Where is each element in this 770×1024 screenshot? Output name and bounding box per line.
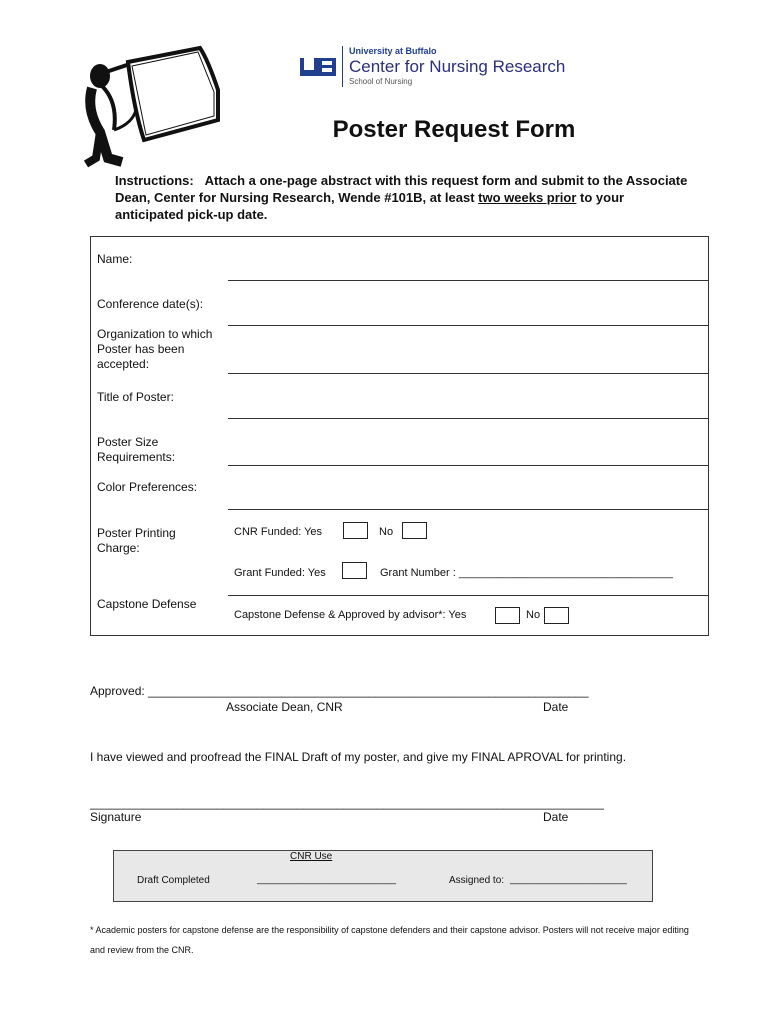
signature-date-label: Date: [543, 810, 569, 824]
capstone-yes-checkbox[interactable]: [495, 607, 520, 624]
presenter-clipart-icon: [78, 40, 228, 170]
printing-charge-label: Poster Printing Charge:: [97, 526, 176, 555]
capstone-approved-label: Capstone Defense & Approved by advisor*: Yes: [234, 609, 467, 621]
instructions-text-part1: Attach a one-page abstract with this request form and submit to the Associate Dean, Center for Nursing Research, Wende #101B, at least: [115, 173, 688, 205]
signature-line[interactable]: _____________________________________________________________________________: [90, 796, 604, 810]
grant-funded-label: Grant Funded: Yes: [234, 567, 326, 579]
cnr-use-heading: CNR Use: [290, 851, 333, 862]
approved-date-label: Date: [543, 700, 569, 714]
signature-label: Signature: [90, 810, 142, 824]
instructions-text-part2: to your anticipated pick-up date.: [115, 190, 625, 222]
charge-divider: [228, 595, 709, 596]
logo-university: University at Buffalo: [349, 46, 437, 56]
grant-funded-yes-checkbox[interactable]: [342, 562, 367, 579]
ub-monogram-icon: [300, 56, 336, 78]
capstone-no-label: No: [526, 609, 541, 621]
capstone-label: Capstone Defense: [97, 597, 197, 611]
poster-title-field[interactable]: [228, 418, 709, 419]
logo-text: [342, 46, 566, 87]
poster-size-field[interactable]: [228, 465, 709, 466]
capstone-no-checkbox[interactable]: [544, 607, 569, 624]
conference-label: Conference date(s):: [97, 297, 204, 311]
instructions-deadline: two weeks prior: [478, 190, 577, 205]
organization-field[interactable]: [228, 373, 709, 374]
name-label: Name:: [97, 252, 133, 266]
associate-dean-label: Associate Dean, CNR: [226, 700, 343, 714]
assigned-to-label: Assigned to:: [449, 875, 505, 886]
poster-title-label: Title of Poster:: [97, 390, 174, 404]
cnr-funded-label: CNR Funded: Yes: [234, 526, 323, 538]
conference-field[interactable]: [228, 325, 709, 326]
draft-completed-label: Draft Completed: [137, 875, 210, 886]
instructions-lead: Instructions:: [115, 173, 194, 188]
name-field[interactable]: [228, 280, 709, 281]
approved-signature-line[interactable]: Approved: __________________________________________________________________: [90, 684, 589, 698]
cnr-funded-no-checkbox[interactable]: [402, 522, 427, 539]
draft-completed-field[interactable]: _________________________: [257, 874, 397, 885]
color-field[interactable]: [228, 509, 709, 510]
logo-school: School of Nursing: [349, 77, 413, 86]
cnr-funded-no-label: No: [379, 526, 394, 538]
organization-label: Organization to which Poster has been accepted:: [97, 327, 213, 371]
cnr-funded-yes-checkbox[interactable]: [343, 522, 368, 539]
grant-number-field[interactable]: Grant Number : ___________________________________: [380, 567, 673, 579]
instructions: [115, 172, 695, 223]
color-label: Color Preferences:: [97, 480, 198, 494]
form-title: Poster Request Form: [332, 116, 576, 143]
final-approval-statement: I have viewed and proofread the FINAL Draft of my poster, and give my FINAL APROVAL for printing.: [90, 750, 627, 764]
logo-center-name: Center for Nursing Research: [349, 57, 566, 76]
capstone-footnote: * Academic posters for capstone defense are the responsibility of capstone defenders and their capstone advisor. Posters will not receive major editing and review from the CNR.: [90, 925, 689, 955]
assigned-to-field[interactable]: _____________________: [510, 874, 627, 885]
poster-size-label: Poster Size Requirements:: [97, 435, 176, 464]
